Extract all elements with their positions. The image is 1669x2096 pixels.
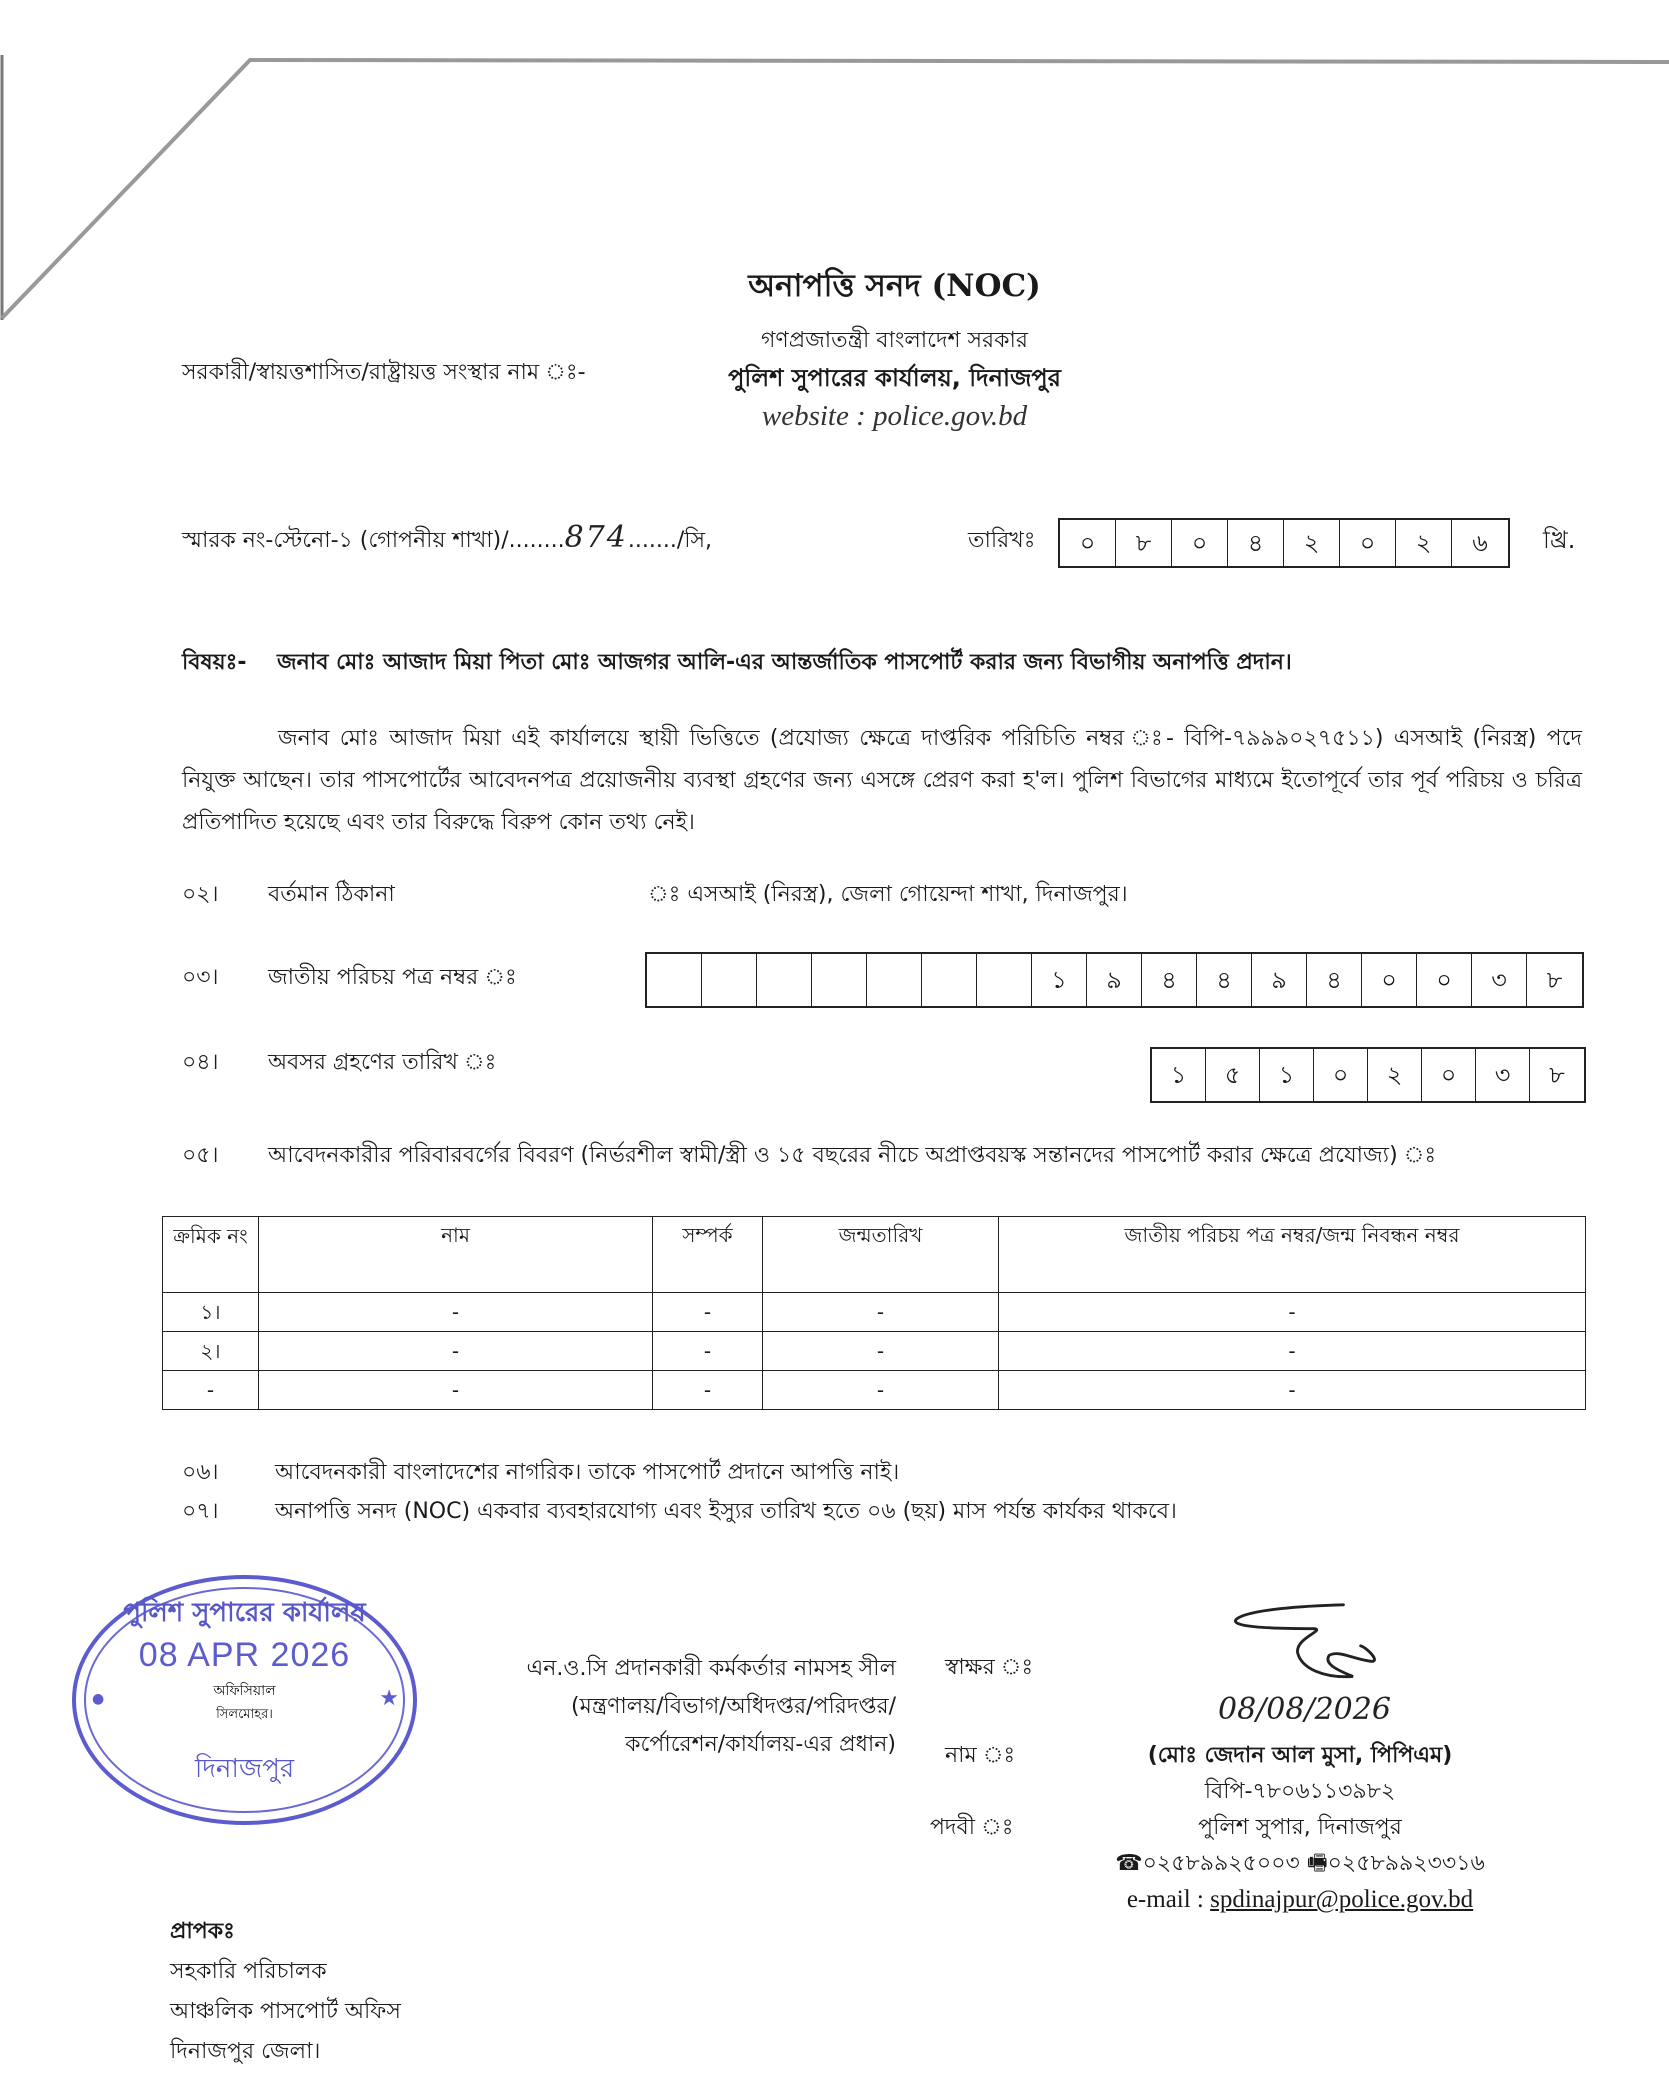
retirement-digit-box: ৮ xyxy=(1549,1061,1565,1089)
date-digit-box: ০ xyxy=(1172,520,1228,566)
date-digit-box: ৮ xyxy=(1116,520,1172,566)
memo-dots: ....... xyxy=(627,528,677,553)
contact-line xyxy=(1080,1846,1520,1882)
retirement-date-boxes xyxy=(1150,1047,1586,1103)
signatory-bp-number: বিপি-৭৮০৬১১৩৯৮২ xyxy=(1204,1779,1396,1804)
cell-birthdate: - xyxy=(763,1332,999,1371)
organization-label: সরকারী/স্বায়ত্তশাসিত/রাষ্ট্রায়ত্ত সংস্থার নাম ঃ- xyxy=(182,360,586,385)
citizenship-statement: আবেদনকারী বাংলাদেশের নাগরিক। তাকে পাসপোর্ট প্রদানে আপত্তি নাই। xyxy=(275,1460,900,1485)
item-number: ০২। xyxy=(182,882,219,907)
address-label: বর্তমান ঠিকানা xyxy=(268,882,395,907)
validity-statement: অনাপত্তি সনদ (NOC) একবার ব্যবহারযোগ্য এবং ইস্যুর তারিখ হতে ০৬ (ছয়) মাস পর্যন্ত কার্যকর থাকবে। xyxy=(275,1499,1177,1524)
document-title: অনাপত্তি সনদ (NOC) xyxy=(748,268,1041,304)
nid-digit-box xyxy=(977,954,1032,1006)
retirement-digit-box: ২ xyxy=(1368,1049,1422,1101)
phone-number: ০২৫৮৯৯২৫০০৩ xyxy=(1142,1851,1300,1876)
signature-label: স্বাক্ষর ঃ xyxy=(945,1655,1034,1680)
retirement-digit-box: ৫ xyxy=(1206,1049,1260,1101)
memo-suffix: /সি, xyxy=(676,528,713,553)
address-value: ঃ এসআই (নিরস্ত্র), জেলা গোয়েন্দা শাখা, দিনাজপুর। xyxy=(648,882,1128,907)
nid-digit-box: ৪ xyxy=(1197,954,1252,1006)
cell-birthdate: - xyxy=(763,1371,999,1410)
cell-nid: - xyxy=(999,1332,1586,1371)
retirement-label: অবসর গ্রহণের তারিখ ঃ xyxy=(268,1050,497,1075)
item-number: ০৩। xyxy=(182,965,219,990)
retirement-digit-box: ৩ xyxy=(1476,1049,1530,1101)
signatory-designation: পুলিশ সুপার, দিনাজপুর xyxy=(1198,1815,1402,1840)
memo-number xyxy=(182,520,712,560)
website: website : police.gov.bd xyxy=(761,400,1028,432)
fax-icon: 🖷 xyxy=(1306,1851,1328,1876)
nid-digit-box: ৪ xyxy=(1307,954,1362,1006)
nid-digit-box xyxy=(867,954,922,1006)
nid-label: জাতীয় পরিচয় পত্র নম্বর ঃ xyxy=(268,965,517,990)
official-label: অফিসিয়াল xyxy=(213,1683,276,1699)
issuer-line: কর্পোরেশন/কার্যালয়-এর প্রধান) xyxy=(625,1732,896,1757)
recipient-block xyxy=(170,1912,401,2072)
retirement-digit-box: ০ xyxy=(1314,1049,1368,1101)
stamp-top-text: পুলিশ সুপারের কার্যালয় xyxy=(123,1598,366,1628)
signature-date: 08/08/2026 xyxy=(1218,1692,1391,1727)
retirement-digit-box: ১ xyxy=(1260,1049,1314,1101)
recipient-line: সহকারি পরিচালক xyxy=(170,1959,327,1984)
subject-label: বিষয়ঃ- xyxy=(182,650,247,675)
table-row xyxy=(163,1371,1586,1410)
phone-icon: ☎ xyxy=(1115,1851,1143,1876)
cell-serial: ২। xyxy=(163,1332,259,1371)
nid-digit-box: ৮ xyxy=(1546,966,1563,994)
column-header-serial: ক্রমিক নং xyxy=(163,1217,259,1293)
nid-digit-box xyxy=(812,954,867,1006)
date-digit-box: ২ xyxy=(1284,520,1340,566)
nid-boxes xyxy=(645,952,1584,1008)
cell-nid: - xyxy=(999,1293,1586,1332)
retirement-digit-box: ১ xyxy=(1152,1049,1206,1101)
item-number: ০৪। xyxy=(182,1050,219,1075)
office-name: পুলিশ সুপারের কার্যালয়, দিনাজপুর xyxy=(728,364,1061,392)
date-digit-box: ০ xyxy=(1060,520,1116,566)
item-number: ০৫। xyxy=(182,1143,219,1168)
recipient-heading: প্রাপকঃ xyxy=(170,1919,235,1944)
issuer-line: এন.ও.সি প্রদানকারী কর্মকর্তার নামসহ সীল xyxy=(526,1656,896,1681)
star-icon: ★ xyxy=(379,1686,399,1711)
column-header-name: নাম xyxy=(259,1217,653,1293)
stamp-date: 08 APR 2026 xyxy=(138,1636,351,1674)
email-line xyxy=(1080,1882,1520,1918)
column-header-nid: জাতীয় পরিচয় পত্র নম্বর/জন্ম নিবন্ধন নম্বর xyxy=(999,1217,1586,1293)
cell-relation: - xyxy=(653,1293,763,1332)
table-row xyxy=(163,1293,1586,1332)
cell-birthdate: - xyxy=(763,1293,999,1332)
email-link[interactable]: spdinajpur@police.gov.bd xyxy=(1210,1886,1474,1913)
date-digit-box: ৬ xyxy=(1472,529,1488,557)
nid-digit-box: ৪ xyxy=(1142,954,1197,1006)
date-digit-box: ০ xyxy=(1340,520,1396,566)
designation-label: পদবী ঃ xyxy=(930,1815,1014,1840)
office-seal-stamp xyxy=(72,1575,417,1825)
item-number: ০৭। xyxy=(182,1499,219,1524)
nid-digit-box: ১ xyxy=(1032,954,1087,1006)
cell-name: - xyxy=(259,1293,653,1332)
family-table xyxy=(162,1216,1586,1410)
cell-serial: ১। xyxy=(163,1293,259,1332)
handwritten-signature xyxy=(1225,1600,1395,1686)
memo-handwritten-number: 874 xyxy=(564,520,628,555)
government-name: গণপ্রজাতন্ত্রী বাংলাদেশ সরকার xyxy=(760,328,1029,353)
family-label: আবেদনকারীর পরিবারবর্গের বিবরণ (নির্ভরশীল স্বামী/স্ত্রী ও ১৫ বছরের নীচে অপ্রাপ্তবয়স্ক সন্তানদের পাসপোর্ট করার ক্ষেত্রে প্রযোজ্য) ঃ xyxy=(268,1143,1437,1168)
nid-digit-box xyxy=(647,954,702,1006)
memo-dots: ........ xyxy=(508,528,565,553)
name-label: নাম ঃ xyxy=(945,1743,1016,1768)
dot-icon: ● xyxy=(92,1691,105,1707)
item-number: ০৬। xyxy=(182,1460,219,1485)
nid-digit-box: ০ xyxy=(1417,954,1472,1006)
cell-relation: - xyxy=(653,1332,763,1371)
subject-text: জনাব মোঃ আজাদ মিয়া পিতা মোঃ আজগর আলি-এর আন্তর্জাতিক পাসপোর্ট করার জন্য বিভাগীয় অনাপত্তি প্রদান। xyxy=(277,650,1292,675)
cell-name: - xyxy=(259,1332,653,1371)
signatory-block xyxy=(1080,1738,1520,1918)
cell-relation: - xyxy=(653,1371,763,1410)
memo-prefix: স্মারক নং-স্টেনো-১ (গোপনীয় শাখা)/ xyxy=(182,528,509,553)
email-label: e-mail : xyxy=(1126,1886,1211,1913)
date-digit-box: ৪ xyxy=(1228,520,1284,566)
date-digit-box: ২ xyxy=(1396,520,1452,566)
issuer-line: (মন্ত্রণালয়/বিভাগ/অধিদপ্তর/পরিদপ্তর/ xyxy=(571,1694,896,1719)
family-table-header xyxy=(163,1217,1586,1293)
nid-digit-box xyxy=(757,954,812,1006)
nid-digit-box: ৯ xyxy=(1252,954,1307,1006)
recipient-line: আঞ্চলিক পাসপোর্ট অফিস xyxy=(170,1999,401,2024)
nid-digit-box: ০ xyxy=(1362,954,1417,1006)
column-header-birthdate: জন্মতারিখ xyxy=(763,1217,999,1293)
column-header-relation: সম্পর্ক xyxy=(653,1217,763,1293)
cell-nid: - xyxy=(999,1371,1586,1410)
cell-name: - xyxy=(259,1371,653,1410)
seal-label: সিলমোহর। xyxy=(216,1707,273,1722)
recipient-line: দিনাজপুর জেলা। xyxy=(170,2039,321,2064)
cell-serial: - xyxy=(163,1371,259,1410)
subject-line xyxy=(182,645,1292,682)
fax-number: ০২৫৮৯৯২৩৩১৬ xyxy=(1327,1851,1485,1876)
stamp-bottom-text: দিনাজপুর xyxy=(194,1754,295,1784)
date-suffix: খ্রি. xyxy=(1543,526,1576,554)
signatory-name: (মোঃ জেদান আল মুসা, পিপিএম) xyxy=(1147,1743,1453,1768)
issuer-description xyxy=(456,1650,896,1764)
body-paragraph: জনাব মোঃ আজাদ মিয়া এই কার্যালয়ে স্থায়ী ভিত্তিতে (প্রযোজ্য ক্ষেত্রে দাপ্তরিক পরিচিতি নম্বর ঃ- বিপি-৭৯৯৯০২৭৫১১) এসআই (নিরস্ত্র) পদে নিযুক্ত আছেন। তার পাসপোর্টের আবেদনপত্র প্রয়োজনীয় ব্যবস্থা গ্রহণের জন্য এসঙ্গে প্রেরণ করা হ'ল। পুলিশ বিভাগের মাধ্যমে ইতোপূর্বে তার পূর্ব পরিচয় ও চরিত্র প্রতিপাদিত হয়েছে এবং তার বিরুদ্ধে বিরুপ কোন তথ্য নেই। xyxy=(182,726,1582,835)
nid-digit-box xyxy=(922,954,977,1006)
date-label: তারিখঃ xyxy=(968,528,1036,553)
nid-digit-box xyxy=(702,954,757,1006)
retirement-digit-box: ০ xyxy=(1422,1049,1476,1101)
date-boxes xyxy=(1058,518,1510,568)
nid-digit-box: ৩ xyxy=(1472,954,1527,1006)
nid-digit-box: ৯ xyxy=(1087,954,1142,1006)
table-row xyxy=(163,1332,1586,1371)
